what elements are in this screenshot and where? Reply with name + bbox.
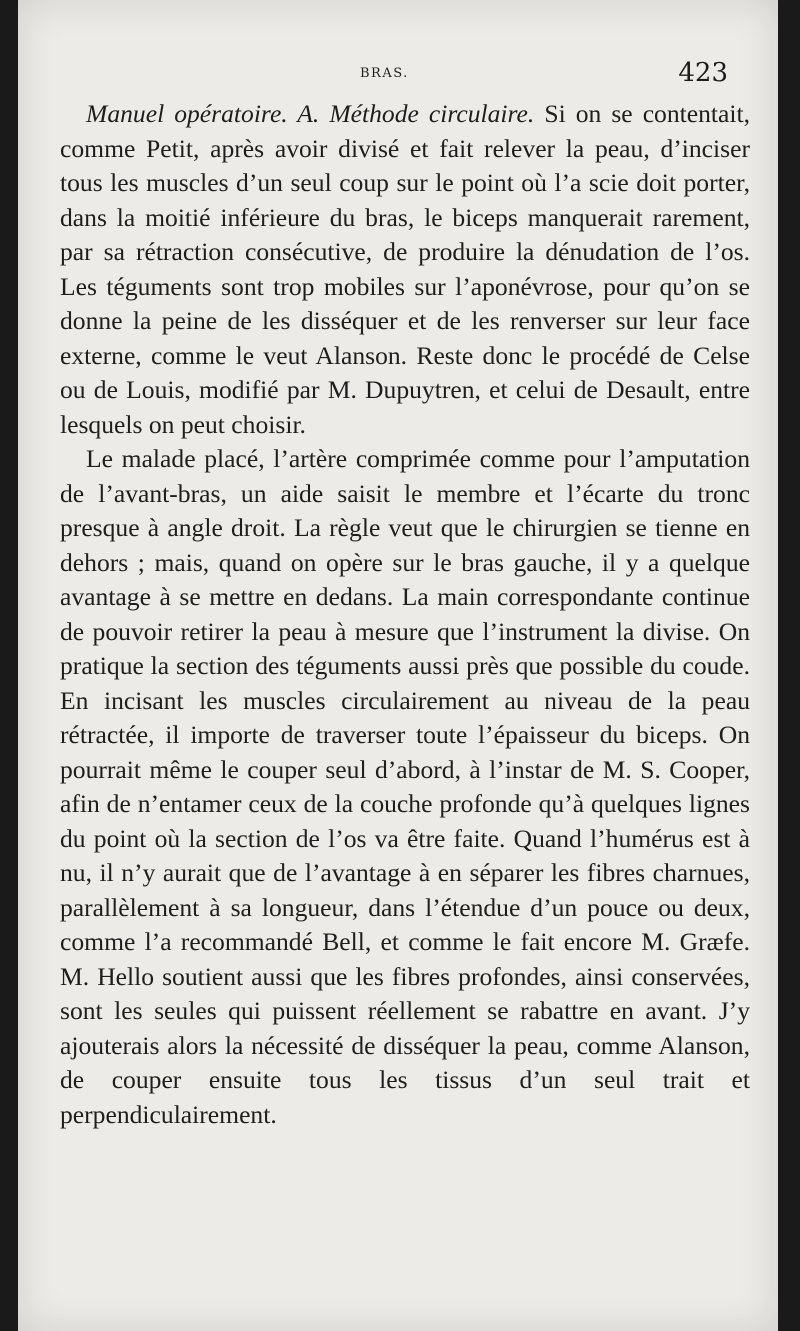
paragraph-text: Le malade placé, l’artère comprimée comme pour l’amputation de l’avant-bras, un aide saisit le membre et l’écarte du tronc presque à angle droit. La règle veut que le chirurgien se tienne en dehors ; mais, quand on opère sur le bras gauche, il y a quelque avantage à se mettre en dedans. La main correspondante continue de pouvoir retirer la peau à mesure que l’instrument la divise. On pratique la section des téguments aussi près que possible du coude. En incisant les muscles circulairement au niveau de la peau rétractée, il importe de traverser toute l’épaisseur du biceps. On pourrait même le couper seul d’abord, à l’instar de M. S. Cooper, afin de n’entamer ceux de la couche profonde qu’à quelques lignes du point où la section de l’os va être faite. Quand l’humérus est à nu, il n’y aurait que de l’avantage à en séparer les fibres charnues, parallèlement à sa longueur, dans l’étendue d’un pouce ou deux, comme l’a recommandé Bell, et comme le fait encore M. Græfe. M. Hello soutient aussi que les fibres profondes, ainsi conservées, sont les seules qui puissent réellement se rabattre en avant. J’y ajouterais alors la nécessité de disséquer la peau, comme Alanson, de couper ensuite tous les tissus d’un seul trait et perpendiculairement.: [60, 444, 750, 1129]
paragraph: [60, 442, 750, 1132]
paragraph: [60, 97, 750, 442]
section-heading: Manuel opératoire. A. Méthode circulaire.: [86, 99, 535, 128]
page-number: 423: [678, 58, 728, 88]
running-head: BRAS.: [360, 66, 409, 81]
book-page: [18, 0, 778, 1331]
page-header: [18, 58, 778, 98]
paragraph-text: Si on se contentait, comme Petit, après avoir divisé et fait relever la peau, d’inciser tous les muscles d’un seul coup sur le point où l’a scie doit porter, dans la moitié inférieure du bras, le biceps manquerait rarement, par sa rétraction consécutive, de produire la dénudation de l’os. Les téguments sont trop mobiles sur l’aponévrose, pour qu’on se donne la peine de les disséquer et de les renverser sur leur face externe, comme le veut Alanson. Reste donc le procédé de Celse ou de Louis, modifié par M. Dupuytren, et celui de Desault, entre lesquels on peut choisir.: [60, 99, 750, 439]
body-text: [60, 97, 750, 1132]
